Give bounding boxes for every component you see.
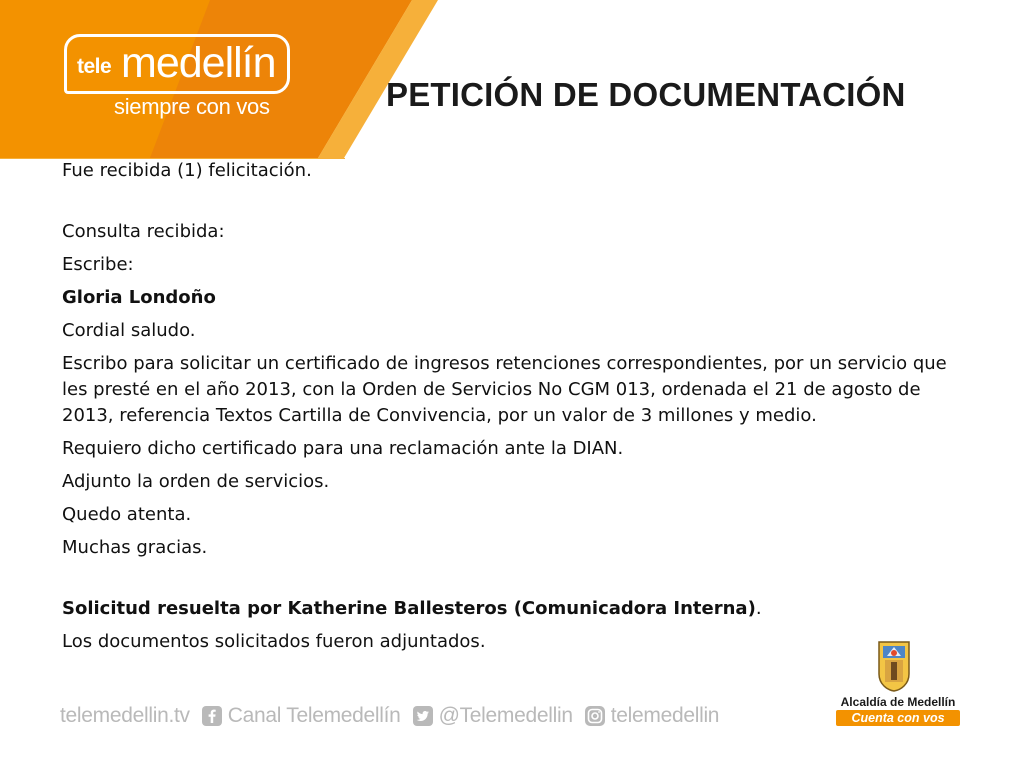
consulta-label: Consulta recibida: <box>62 221 225 242</box>
telemedellin-logo <box>64 34 294 124</box>
alcaldia-name: Alcaldía de Medellín <box>840 695 956 709</box>
facebook-icon[interactable] <box>202 706 222 726</box>
logo-tagline: siempre con vos <box>114 94 270 119</box>
intro-text: Fue recibida (1) felicitación. <box>62 160 312 181</box>
footer-social <box>60 700 719 732</box>
closing-text: Quedo atenta. <box>62 504 192 525</box>
resolution-period: . <box>755 598 762 619</box>
alcaldia-logo <box>832 640 964 730</box>
escribe-label: Escribe: <box>62 254 134 275</box>
twitter-icon[interactable] <box>413 706 433 726</box>
resolution-line <box>62 596 962 622</box>
greeting-text: Cordial saludo. <box>62 320 196 341</box>
logo-prefix: tele <box>77 55 112 78</box>
website-link[interactable]: telemedellin.tv <box>60 704 190 727</box>
instagram-link[interactable]: telemedellin <box>610 704 720 727</box>
twitter-link[interactable]: @Telemedellin <box>438 704 573 727</box>
page-title: PETICIÓN DE DOCUMENTACIÓN <box>386 76 906 113</box>
purpose-text: Requiero dicho certificado para una reclamación ante la DIAN. <box>62 438 624 459</box>
logo-frame <box>64 34 290 94</box>
header-banner <box>0 0 1024 160</box>
thanks-text: Muchas gracias. <box>62 537 208 558</box>
document-body <box>62 158 962 655</box>
coat-of-arms-icon <box>877 640 911 692</box>
alcaldia-slogan: Cuenta con vos <box>836 710 960 726</box>
logo-name: medellín <box>121 39 276 87</box>
facebook-link[interactable]: Canal Telemedellín <box>227 704 401 727</box>
instagram-icon[interactable] <box>585 706 605 726</box>
attachment-text: Adjunto la orden de servicios. <box>62 471 330 492</box>
author-name: Gloria Londoño <box>62 287 216 308</box>
result-text: Los documentos solicitados fueron adjuntados. <box>62 631 486 652</box>
request-paragraph: Escribo para solicitar un certificado de ingresos retenciones correspondientes, por un servicio que les presté en el año 2013, con la Orden de Servicios No CGM 013, ordenada el 21 de agosto de 2013, referencia Textos Cartilla de Convivencia, por un valor de 3 millones y medio. <box>62 353 947 426</box>
resolution-text: Solicitud resuelta por Katherine Ballesteros (Comunicadora Interna) <box>62 598 756 619</box>
